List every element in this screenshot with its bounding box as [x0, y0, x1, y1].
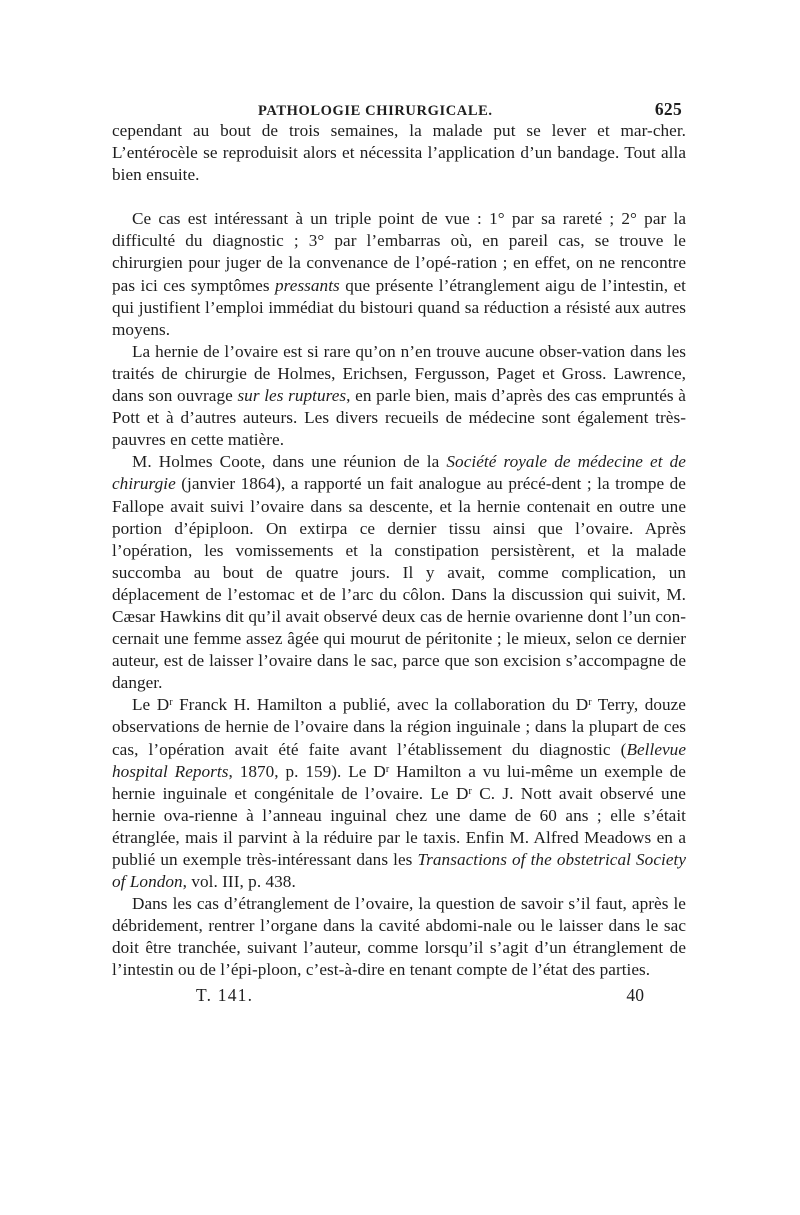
running-head	[112, 98, 686, 120]
paragraph-gap	[112, 186, 686, 208]
text-run: Le D	[132, 695, 170, 715]
text-run: , vol. III, p. 438.	[182, 872, 296, 892]
text-run: Hamilton a vu lui-même un exemple de hernie inguinale et congénitale de l’ovaire. Le D	[112, 761, 686, 803]
paragraph-ovary-hernia	[112, 341, 686, 451]
text-run: (janvier 1864), a rapporté un fait analogue au précé-dent ; la trompe de Fallope avait suivi l’ovaire dans sa descente, et la hernie contenait en outre une portion d’épiploon. On extirpa ce dernier tissu ainsi que l’ovaire. Après l’opération, les vomissements et la constipation persistèrent, et la malade succomba au bout de quatre jours. Il y avait, comme complication, un déplacement de l’estomac et de l’arc du côlon. Dans la discussion qui suivit, M. Cæsar Hawkins dit qu’il avait observé deux cas de hernie ovarienne dont l’un con-cernait une femme assez âgée qui mourut de péritonite ; le mieux, selon ce dernier auteur, est de laisser l’ovaire dans le sac, parce que son excision s’accompagne de danger.	[112, 474, 686, 693]
text-run: Ce cas est intéressant à un triple point de vue : 1° par sa rareté ; 2° par la difficulté du diagnostic ; 3° par l’embarras où, en pareil cas, se trouve le chirurgien pour juger de la convenance de l’opé-ration ; en effet, on ne rencontre pas ici ces symptômes	[112, 209, 686, 295]
text-run: , en parle bien, mais d’après des cas empruntés à Pott et à d’autres auteurs. Les divers recueils de médecine sont également très-pauvres en cette matière.	[112, 386, 686, 450]
book-page	[112, 98, 686, 1178]
text-run: Terry, douze observations de hernie de l’ovaire dans la région inguinale ; dans la plupart de ces cas, l’opération avait été faite avant l’établissement du diagnostic (	[112, 695, 686, 759]
italic-term: pressants	[275, 275, 340, 295]
page-number: 625	[654, 99, 682, 119]
superscript: r	[588, 697, 592, 709]
text-run: La hernie de l’ovaire est si rare qu’on n’en trouve aucune obser-vation dans les traités de chirurgie de Holmes, Erichsen, Fergusson, Paget et Gross. Lawrence, dans son ouvrage	[112, 341, 686, 406]
superscript: r	[169, 697, 173, 709]
text-run: , 1870, p. 159). Le D	[228, 761, 386, 781]
paragraph-continued: cependant au bout de trois semaines, la malade put se lever et mar-cher. L’entérocèle se reproduisit alors et nécessita l’application d’un bandage. Tout alla bien ensuite.	[112, 121, 686, 185]
page-footer	[112, 984, 686, 1008]
paragraph-triple-point	[112, 208, 686, 341]
paragraph-holmes-coote	[112, 451, 686, 694]
text-run: C. J. Nott avait observé une hernie ova-rienne à l’anneau inguinal chez une dame de 60 ans ; elle s’était étranglée, mais il parvint à la réduire par le taxis. Enfin M. Alfred Meadows en a publié un exemple très-intéressant dans les	[112, 783, 686, 869]
italic-transactions: Transactions of the obstetrical Society of London	[112, 850, 687, 892]
superscript: r	[385, 763, 390, 775]
superscript: r	[468, 785, 472, 797]
italic-reports: Bellevue hospital Reports	[112, 739, 686, 781]
signature-mark: T. 141.	[196, 984, 254, 1005]
running-title: PATHOLOGIE CHIRURGICALE.	[258, 103, 493, 119]
sheet-number: 40	[626, 984, 644, 1005]
text-run: Franck H. Hamilton a publié, avec la collaboration du D	[172, 695, 589, 715]
paragraph-hamilton	[112, 694, 686, 893]
text-run: que présente l’étranglement aigu de l’intestin, et qui justifient l’emploi immédiat du bistouri quand sa réduction a résisté aux autres moyens.	[112, 275, 686, 339]
italic-title: sur les ruptures	[237, 386, 347, 406]
paragraph-strangulation: Dans les cas d’étranglement de l’ovaire, la question de savoir s’il faut, après le débridement, rentrer l’organe dans la cavité abdomi-nale ou le laisser dans le sac doit être tranchée, suivant l’auteur, comme lorsqu’il s’agit d’un étranglement de l’intestin ou de l’épi-ploon, c’est-à-dire en tenant compte de l’état des parties.	[112, 894, 686, 980]
text-run: M. Holmes Coote, dans une réunion de la	[132, 452, 447, 472]
italic-society: Société royale de médecine et de chirurgie	[112, 452, 686, 494]
